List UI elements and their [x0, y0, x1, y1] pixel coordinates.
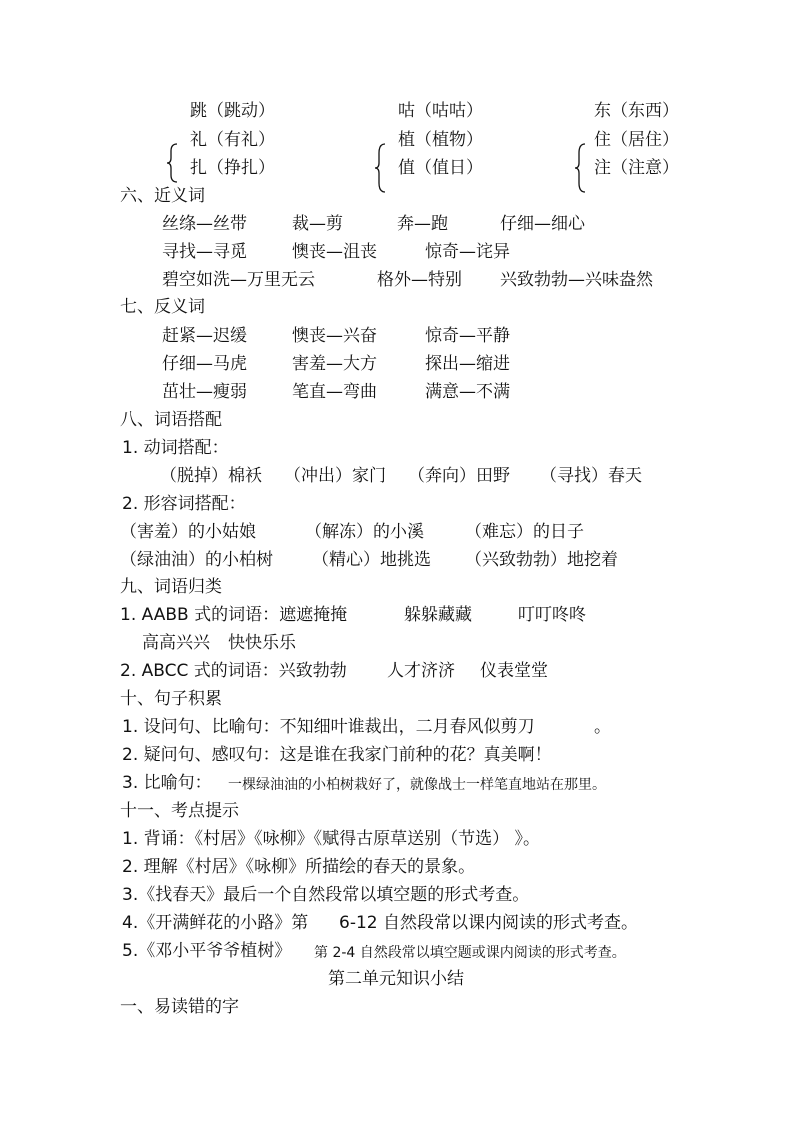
sentence: 2. 疑问句、感叹句：这是谁在我家门前种的花？真美啊！	[122, 745, 552, 765]
char-pair: 扎（挣扎）	[190, 158, 275, 178]
category-line: 1. AABB 式的词语：遮遮掩掩	[120, 605, 348, 625]
word-pair: 裁—剪	[292, 214, 343, 234]
exam-point: 1. 背诵：《村居》《咏柳》《赋得古原草送别（节选） 》。	[122, 829, 541, 849]
word-pair: 惊奇—诧异	[425, 242, 510, 262]
char-pair: 住（居住）	[594, 130, 679, 150]
sub-heading: 2. 形容词搭配：	[122, 494, 246, 514]
word-pair: 兴致勃勃—兴味盎然	[500, 270, 653, 290]
word-pair: 仔细—细心	[500, 214, 585, 234]
collocation: （解冻）的小溪	[305, 522, 424, 542]
collocation: （兴致勃勃）地挖着	[465, 550, 618, 570]
category-word: 快快乐乐	[228, 633, 296, 653]
char-pair: 值（值日）	[398, 158, 483, 178]
sentence: 1. 设问句、比喻句：不知细叶谁裁出，二月春风似剪刀	[122, 717, 535, 737]
section-heading: 八、词语搭配	[120, 410, 222, 430]
word-pair: 仔细—马虎	[162, 354, 247, 374]
word-pair: 惊奇—平静	[425, 326, 510, 346]
char-pair: 咕（咕咕）	[398, 101, 483, 121]
word-pair: 格外—特别	[377, 270, 462, 290]
collocation: （难忘）的日子	[465, 522, 584, 542]
category-word: 躲躲藏藏	[404, 605, 472, 625]
category-word: 仪表堂堂	[480, 661, 548, 681]
word-pair: 茁壮—瘦弱	[162, 382, 247, 402]
word-pair: 丝绦—丝带	[162, 214, 247, 234]
exam-point: 5.《邓小平爷爷植树》	[122, 941, 292, 961]
sentence-end: 。	[594, 717, 611, 737]
brace-icon	[574, 143, 588, 193]
exam-point: 4.《开满鲜花的小路》第	[122, 913, 309, 933]
word-pair: 懊丧—沮丧	[292, 242, 377, 262]
word-pair: 探出—缩进	[425, 354, 510, 374]
exam-point: 2. 理解《村居》《咏柳》所描绘的春天的景象。	[122, 857, 476, 877]
collocation: （奔向）田野	[408, 466, 510, 486]
section-heading: 九、词语归类	[120, 577, 222, 597]
category-word: 高高兴兴	[142, 633, 210, 653]
collocation: （精心）地挑选	[312, 550, 431, 570]
sentence-label: 3. 比喻句：	[122, 773, 212, 793]
section-heading: 十一、考点提示	[120, 801, 239, 821]
char-pair: 东（东西）	[594, 101, 679, 121]
word-pair: 奔—跑	[397, 214, 448, 234]
brace-icon	[166, 143, 180, 183]
word-pair: 赶紧—迟缓	[162, 326, 247, 346]
collocation: （寻找）春天	[540, 466, 642, 486]
unit-title: 第二单元知识小结	[328, 969, 464, 989]
category-word: 人才济济	[387, 661, 455, 681]
word-pair: 懊丧—兴奋	[292, 326, 377, 346]
word-pair: 寻找—寻觅	[162, 242, 247, 262]
category-word: 叮叮咚咚	[518, 605, 586, 625]
char-pair: 植（植物）	[398, 130, 483, 150]
category-line: 2. ABCC 式的词语：兴致勃勃	[120, 661, 347, 681]
word-pair: 满意—不满	[425, 382, 510, 402]
collocation: （绿油油）的小柏树	[120, 550, 273, 570]
exam-point: 3.《找春天》最后一个自然段常以填空题的形式考查。	[122, 885, 530, 905]
collocation: （害羞）的小姑娘	[120, 522, 256, 542]
collocation: （脱掉）棉袄	[160, 466, 262, 486]
section-heading: 一、易读错的字	[120, 997, 239, 1017]
exam-point: 第 2-4 自然段常以填空题或课内阅读的形式考查。	[314, 945, 626, 961]
section-heading: 十、句子积累	[120, 689, 222, 709]
char-pair: 跳（跳动）	[190, 101, 275, 121]
collocation: （冲出）家门	[284, 466, 386, 486]
exam-point: 6-12 自然段常以课内阅读的形式考查。	[339, 913, 638, 933]
char-pair: 礼（有礼）	[190, 130, 275, 150]
sentence: 一棵绿油油的小柏树栽好了，就像战士一样笔直地站在那里。	[228, 777, 606, 793]
word-pair: 笔直—弯曲	[292, 382, 377, 402]
sub-heading: 1. 动词搭配：	[122, 438, 229, 458]
section-heading: 七、反义词	[120, 297, 205, 317]
brace-icon	[374, 143, 388, 193]
section-heading: 六、近义词	[120, 186, 205, 206]
word-pair: 碧空如洗—万里无云	[162, 270, 315, 290]
word-pair: 害羞—大方	[292, 354, 377, 374]
char-pair: 注（注意）	[594, 158, 679, 178]
